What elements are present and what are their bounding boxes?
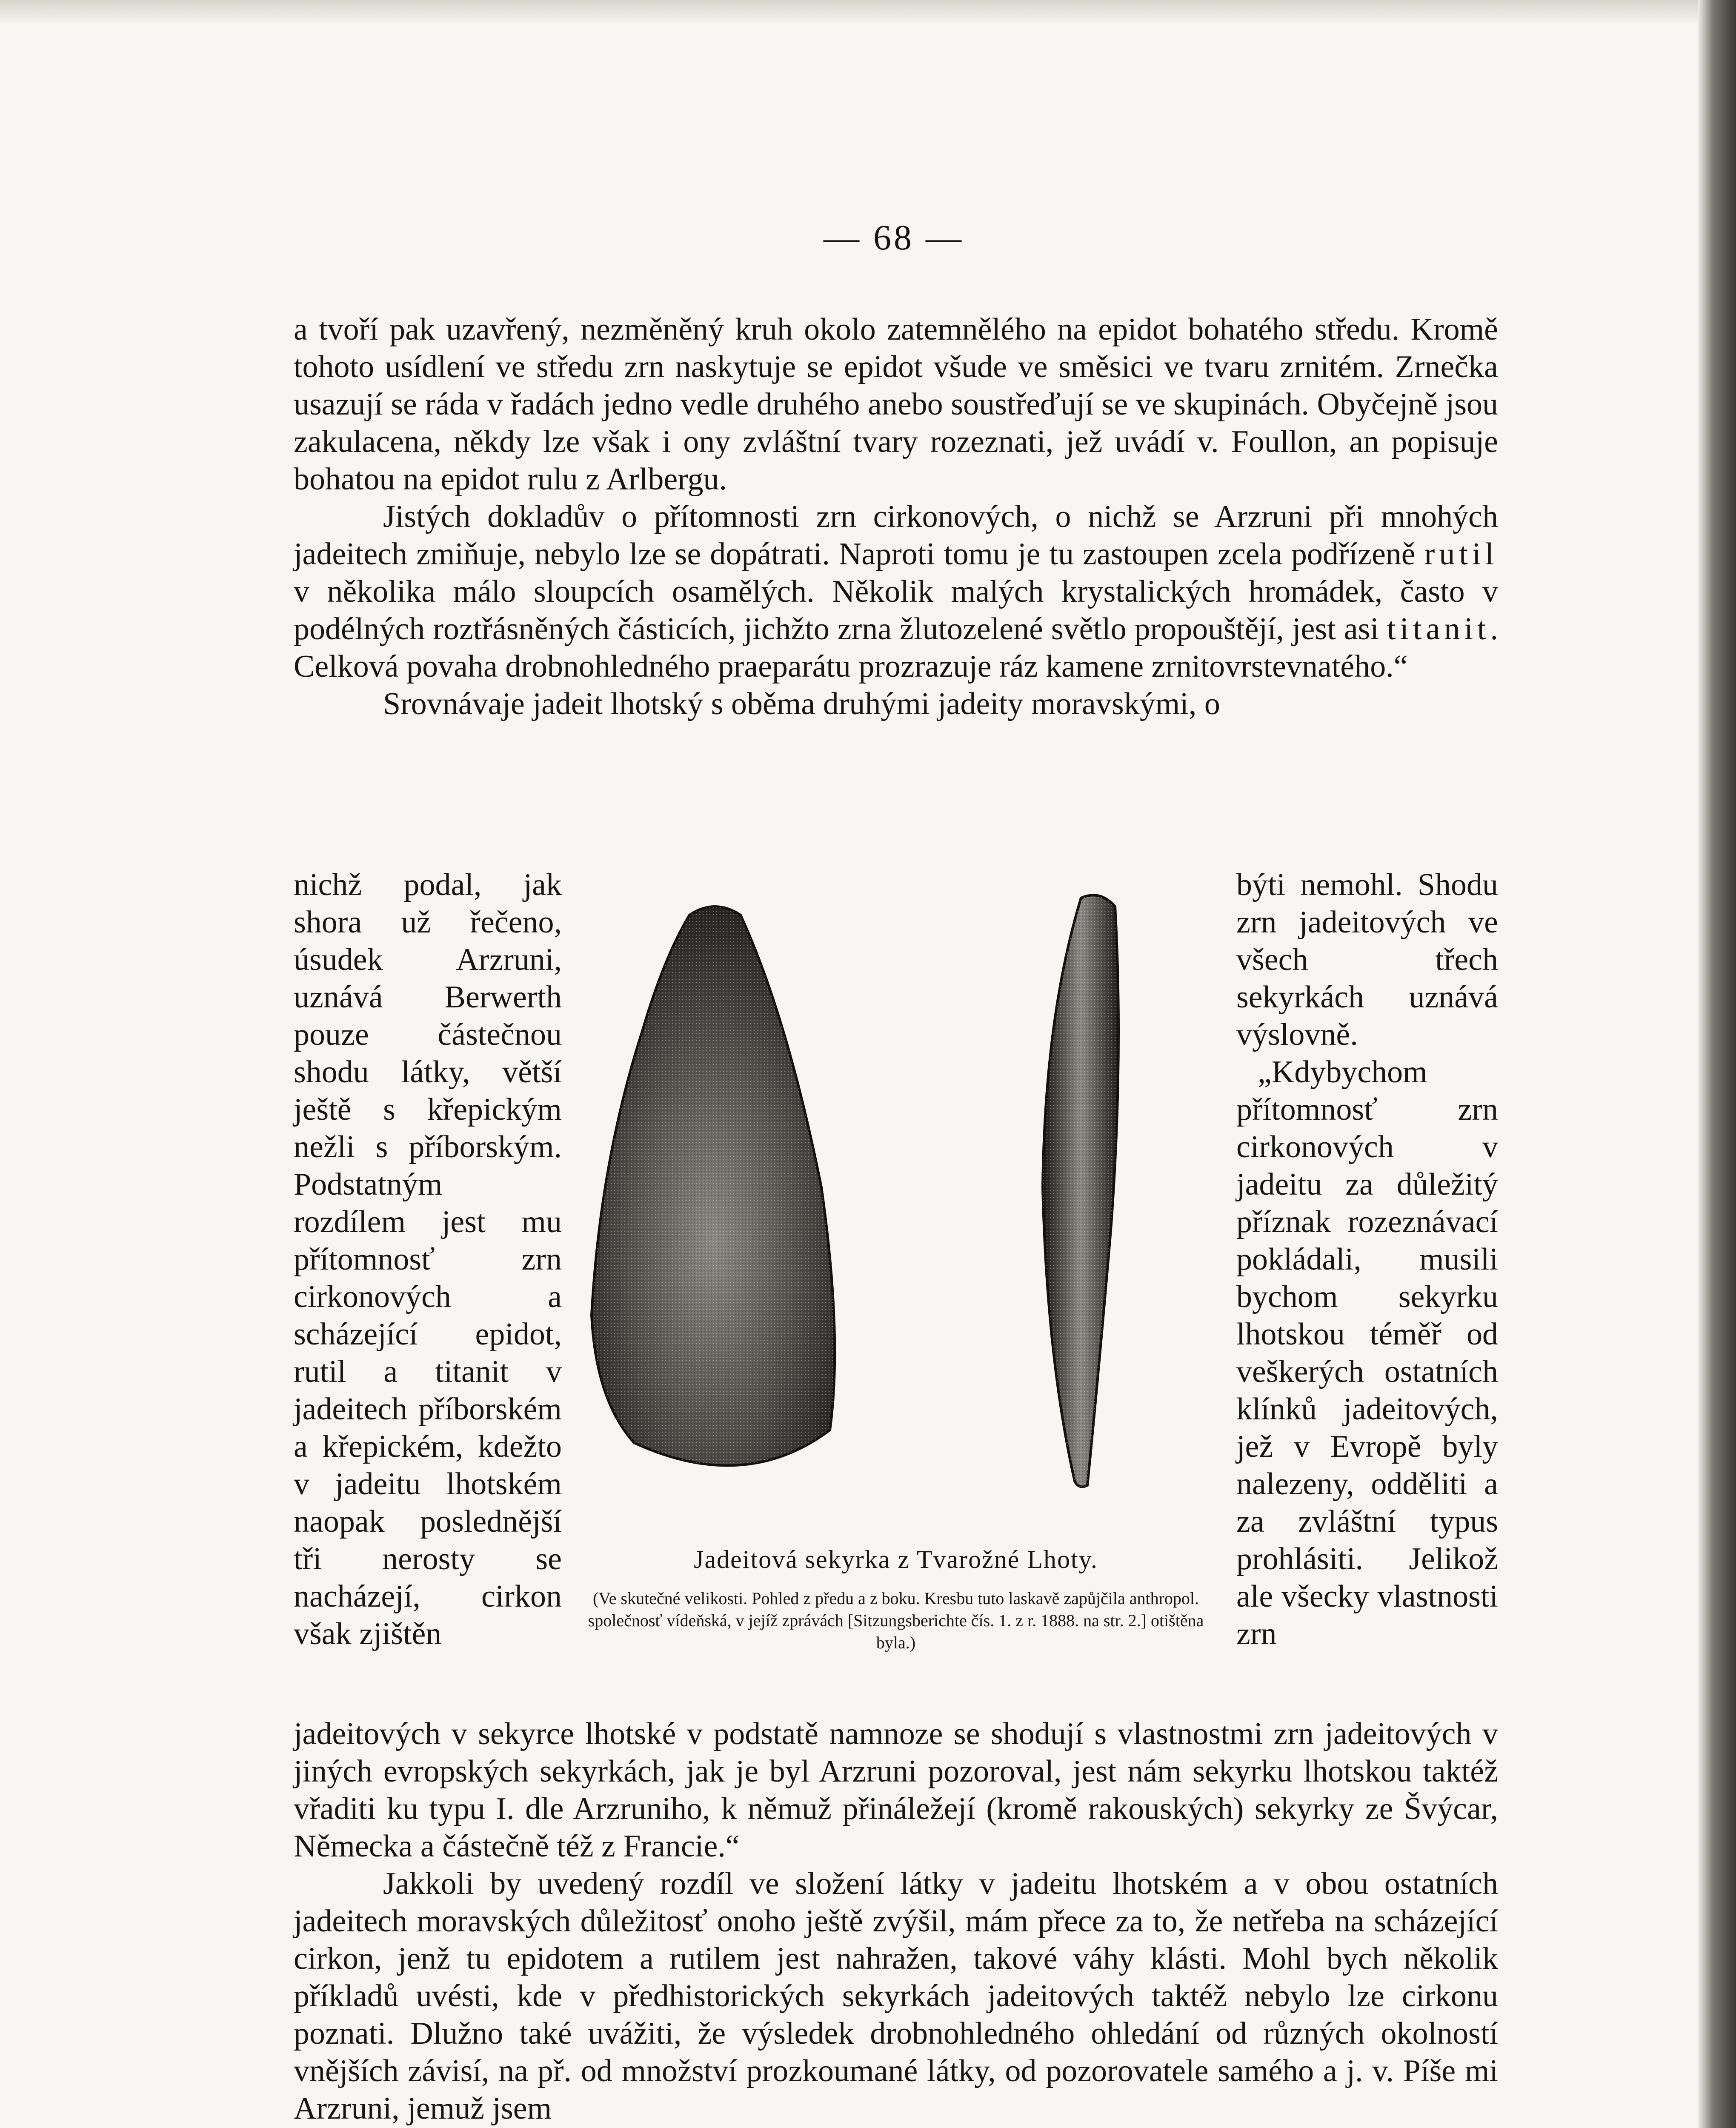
paragraph-zircon [294, 498, 1498, 685]
left-column-text [294, 866, 562, 1653]
page-edge-shadow [1698, 0, 1736, 2128]
page-number: — 68 — [824, 218, 964, 257]
paragraph-zircon-part3: . Celková povaha drobnohledného praeparátu prozrazuje ráz kamene zrnitovrstevnatého.“ [294, 612, 1499, 684]
paragraph-comparison-start: Srovnávaje jadeit lhotský s oběma druhými jadeity moravskými, o [383, 686, 1220, 721]
paragraph-zircon-part1: Jistých dokladův o přítomnosti zrn cirkonových, o nichž se Arzruni při mnohých jadeitech zmiňuje, nebylo lze se dopátrati. Naproti tomu je tu zastoupen zcela podřízeně [294, 499, 1498, 572]
right-column-text [1236, 866, 1498, 1653]
bottom-text-block [294, 1715, 1498, 2127]
right-column-paragraph-1: býti nemohl. Shodu zrn jadeitových ve všech třech sekyrkách uznává výslovně. [1236, 867, 1498, 1052]
figure-caption-title: Jadeitová sekyrka z Tvarožné Lhoty. [694, 1545, 1098, 1573]
paragraph-conclusion: Jakkoli by uvedený rozdíl ve složení látky v jadeitu lhotském a v obou ostatních jadeitech moravských důležitosť onoho ještě zvýšil, mám přece za to, že netřeba na scházející cirkon, jenž tu epidotem a rutilem jest nahražen, takové váhy klásti. Mohl bych několik příkladů uvésti, kde v předhistorických sekyrkách jadeitových taktéž nebylo lze cirkonu poznati. Dlužno také uvážiti, že výsledek drobnohledného ohledání od různých okolností vnějších závisí, na př. od množství prozkoumané látky, od pozorovatele samého a j. v. Píše mi Arzruni, jemuž jsem [294, 1866, 1498, 2126]
axe-front-view [592, 907, 835, 1465]
left-column-paragraph: nichž podal, jak shora už řečeno, úsudek Arzruni, uznává Berwerth pouze částečnou shodu látky, větší ještě s křepickým nežli s příborským. Podstatným rozdílem jest mu přítomnosť zrn cirkonových a scházející epidot, rutil a titanit v jadeitech příborském a křepickém, kdežto v jadeitu lhotském naopak poslednější tři nerosty se nacházejí, cirkon však zjištěn [294, 867, 562, 1651]
term-titanit: titanit [1387, 612, 1490, 646]
axe-side-view [1043, 895, 1118, 1487]
axe-figure [566, 890, 1226, 1707]
figure-caption-note: (Ve skutečné velikosti. Pohled z předu a z boku. Kresbu tuto laskavě zapůjčila anthropol. společnosť vídeňská, v jejíž zprávách [Sitzungsberichte čís. 1. z r. 1888. na str. 2.] otištěna byla.) [588, 1589, 1204, 1652]
page-top-shadow [0, 0, 1736, 26]
paragraph-epidot: a tvoří pak uzavřený, nezměněný kruh okolo zatemnělého na epidot bohatého středu. Kromě tohoto usídlení ve středu zrn naskytuje se epidot všude ve směsici ve tvaru zrnitém. Zrnečka usazují se ráda v řadách jedno vedle druhého anebo soustřeďují se ve skupinách. Obyčejně jsou zakulacena, někdy lze však i ony zvláštní tvary rozeznati, jež uvádí v. Foullon, an popisuje bohatou na epidot rulu z Arlbergu. [294, 312, 1498, 497]
term-rutil: rutil [1424, 537, 1499, 572]
jade-axe-illustration [566, 890, 1226, 1536]
top-text-block [294, 311, 1498, 723]
paragraph-zircon-part2: v několika málo sloupcích osamělých. Několik malých krystalických hromádek, často v podélných roztřásněných částicích, jichžto zrna žlutozelené světlo propouštějí, jest asi [294, 574, 1498, 646]
right-column-paragraph-2: „Kdybychom přítomnosť zrn cirkonových v jadeitu za důležitý příznak rozeznávací pokládali, musili bychom sekyrku lhotskou téměř od veškerých ostatních klínků jadeitových, jež v Evropě byly nalezeny, odděliti a za zvláštní typus prohlásiti. Jelikož ale všecky vlastnosti zrn [1236, 1055, 1498, 1651]
paragraph-jadeite-grains: jadeitových v sekyrce lhotské v podstatě namnoze se shodují s vlastnostmi zrn jadeitových v jiných evropských sekyrkách, jak je byl Arzruni pozoroval, jest nám sekyrku lhotskou taktéž vřaditi ku typu I. dle Arzruniho, k němuž přináležejí (kromě rakouských) sekyrky ze Švýcar, Německa a částečně též z Francie.“ [294, 1716, 1498, 1864]
